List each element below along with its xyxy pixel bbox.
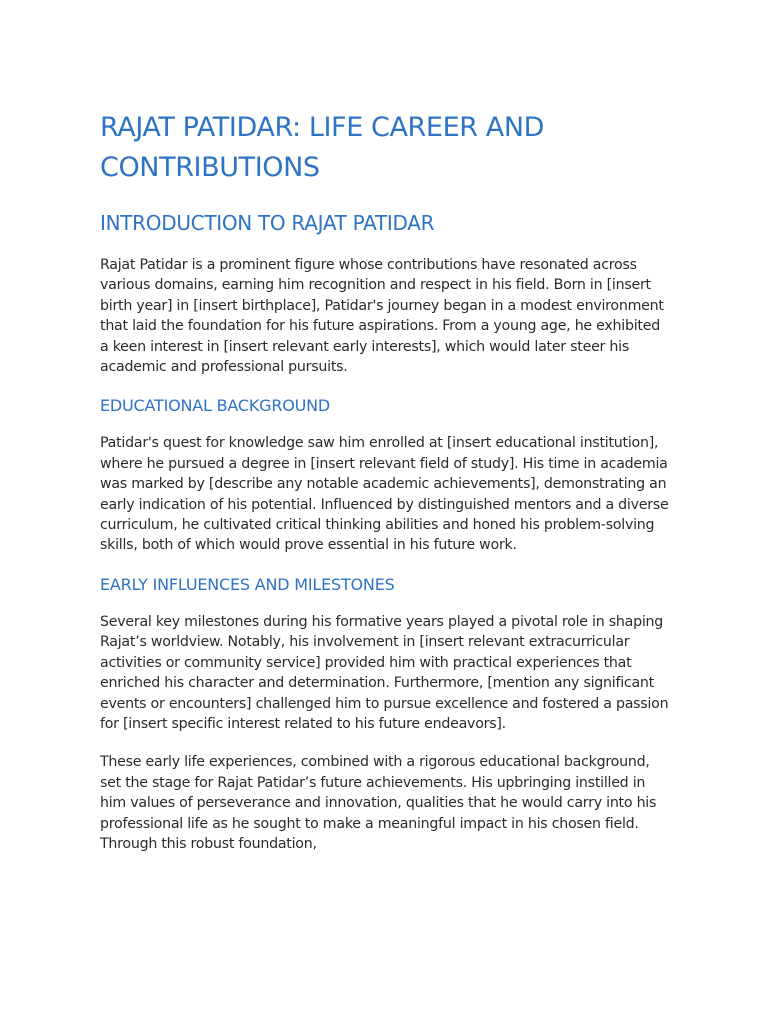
section-heading-education: EDUCATIONAL BACKGROUND	[100, 396, 331, 416]
paragraph-early-influences-2: These early life experiences, combined with a rigorous educational background, set the stage for Rajat Patidar’s future achievements. His upbringing instilled in him values of perseverance and innovation, qualities that he would carry into his professional life as he sought to make a meaningful impact in his chosen field. Through this robust foundation,	[100, 754, 657, 852]
paragraph-early-influences-1: Several key milestones during his formative years played a pivotal role in shaping Rajat’s worldview. Notably, his involvement in [insert relevant extracurricular activities or community service] provided him with practical experiences that enriched his character and determination. Furthermore, [mention any significant events or encounters] challenged him to pursue excellence and fostered a passion for [insert specific interest related to his future endeavors].	[100, 613, 669, 732]
section-heading-introduction: INTRODUCTION TO RAJAT PATIDAR	[100, 211, 435, 235]
document-page	[100, 108, 672, 872]
section-heading-early-influences: EARLY INFLUENCES AND MILESTONES	[100, 574, 395, 594]
paragraph-education: Patidar's quest for knowledge saw him enrolled at [insert educational institution], where he pursued a degree in [insert relevant field of study]. His time in academia was marked by [describe any notable academic achievements], demonstrating an early indication of his potential. Influenced by distinguished mentors and a diverse curriculum, he cultivated critical thinking abilities and honed his problem-solving skills, both of which would prove essential in his future work.	[100, 435, 669, 554]
paragraph-introduction: Rajat Patidar is a prominent figure whose contributions have resonated across various domains, earning him recognition and respect in his field. Born in [insert birth year] in [insert birthplace], Patidar's journey began in a modest environment that laid the foundation for his future aspirations. From a young age, he exhibited a keen interest in [insert relevant early interests], which would later steer his academic and professional pursuits.	[100, 257, 664, 376]
document-title: RAJAT PATIDAR: LIFE CAREER AND CONTRIBUTIONS	[100, 112, 545, 183]
